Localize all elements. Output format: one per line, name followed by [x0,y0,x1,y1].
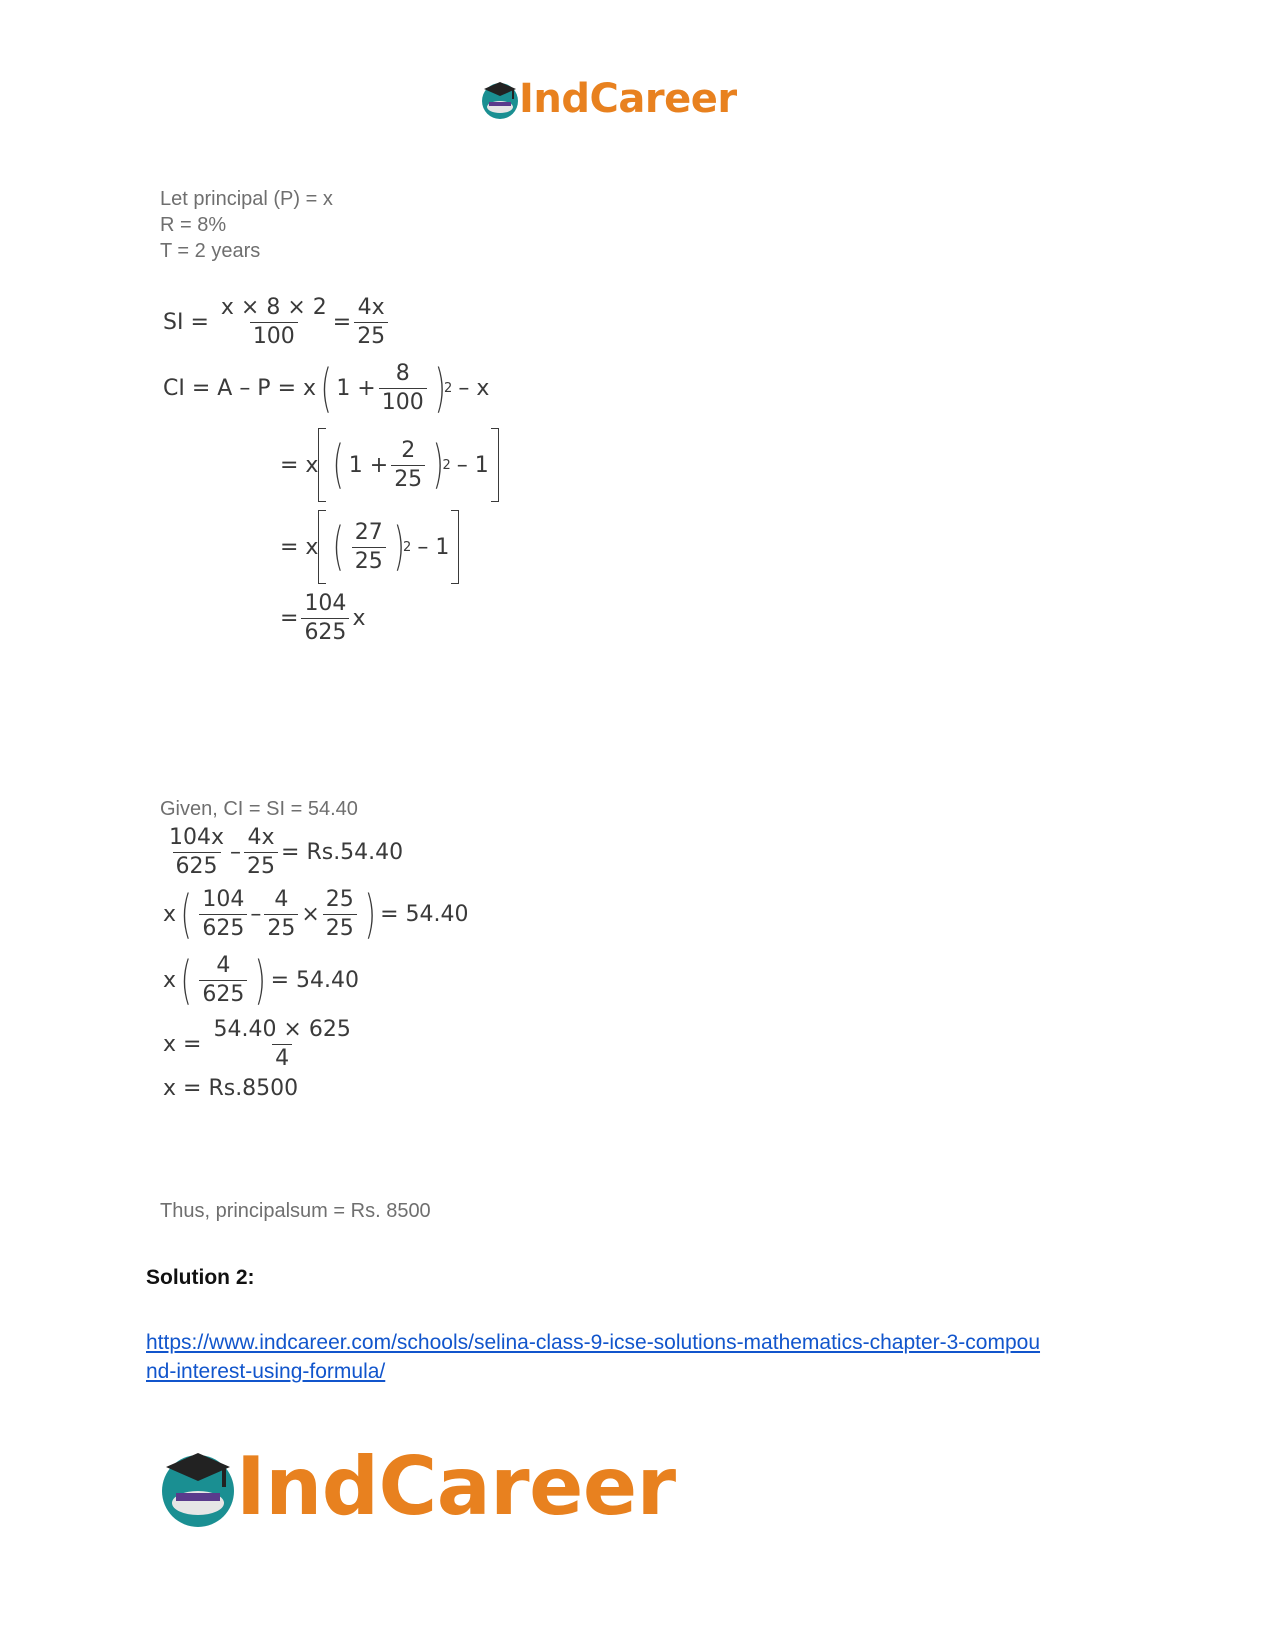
fraction: $\frac{4x}{25}$ [354,294,388,351]
graduation-cap-icon [480,77,520,121]
given-time: T = 2 years [160,240,261,262]
given-block [160,186,333,264]
ci-step-4: = $\frac{104}{625}$ x [280,591,366,645]
given-ci-si: Given, CI = SI = 54.40 [160,798,358,820]
ci-step-3: = x ( $\frac{27}{25}$ ) 2 – 1 [280,510,459,584]
graduation-cap-icon [158,1443,238,1531]
footer-logo [158,1440,676,1533]
final-x-value: x = Rs.8500 [163,1076,299,1101]
brand-name: IndCareer [236,1440,676,1533]
difference-equation: $\frac{104x}{625}$ – $\frac{4x}{25}$ = Rs.54.40 [169,825,404,879]
fraction: $\frac{x \times 8 \times 2}{100}$ [220,295,327,349]
link-line-1[interactable]: https://www.indcareer.com/schools/selina-class-9-icse-solutions-mathematics-chapter-3-compou [146,1331,1041,1354]
link-line-2[interactable]: nd-interest-using-formula/ [146,1360,386,1383]
solve-x-equation: x = $\frac{54.40 \times 625}{4}$ [163,1017,351,1071]
brand-name: IndCareer [519,76,737,122]
given-rate: R = 8% [160,214,227,236]
si-equation: SI = $\frac{x \times 8 \times 2}{100}$ = $\frac{4x}{25}$ [163,294,391,351]
ci-equation: CI = A – P = x ( 1 + $\frac{8}{100}$ ) 2 – x [163,358,490,419]
conclusion-text: Thus, principalsum = Rs. 8500 [160,1200,431,1222]
given-principal: Let principal (P) = x [160,188,333,210]
solution-link[interactable] [146,1328,1146,1386]
solution-heading: Solution 2: [146,1266,255,1289]
ci-step-2: = x ( 1 + $\frac{2}{25}$ ) 2 – 1 [280,428,499,502]
factor-equation: x ( $\frac{104}{625}$ – $\frac{4}{25}$ × $\frac{25}{25}$ ) = 54.40 [163,884,469,945]
header-logo [480,76,737,122]
simplified-equation: x ( $\frac{4}{625}$ ) = 54.40 [163,950,360,1011]
